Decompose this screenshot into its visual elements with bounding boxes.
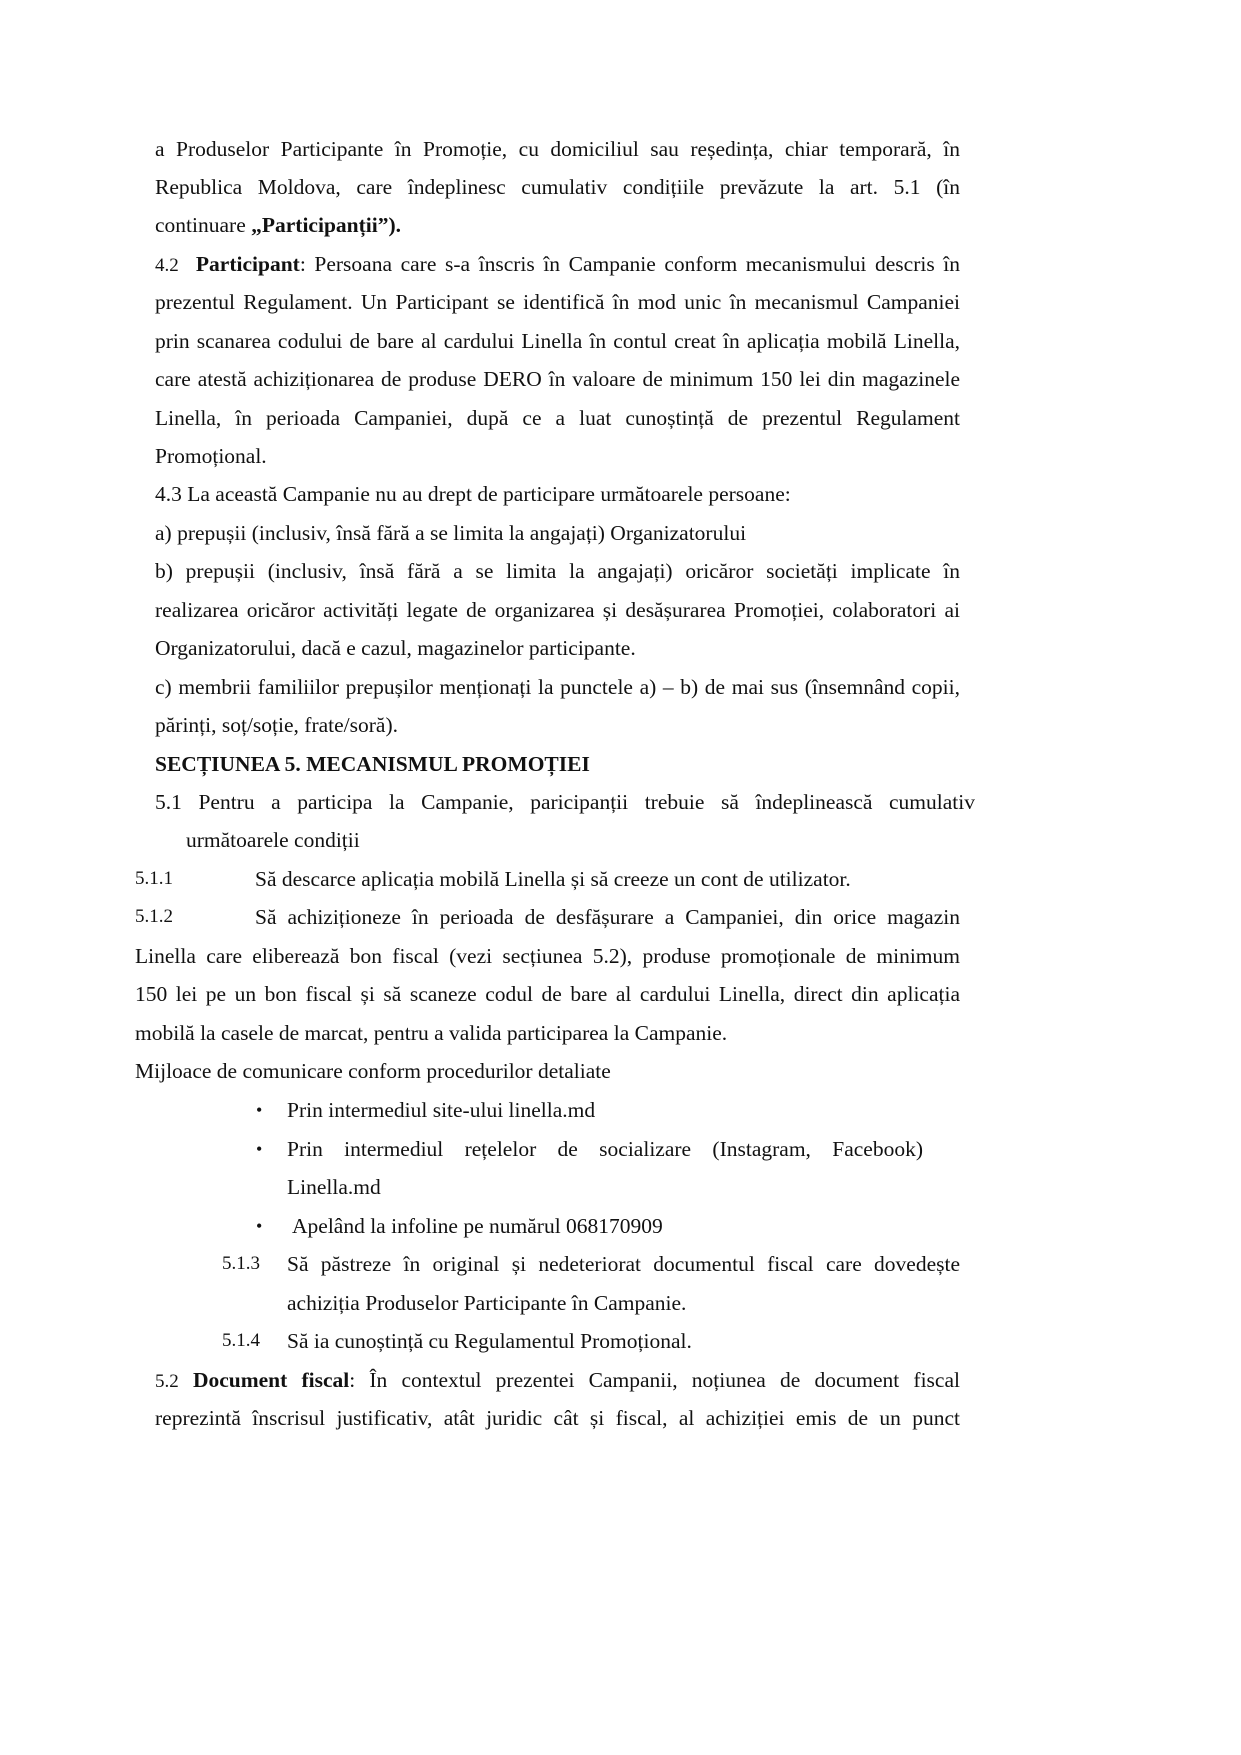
paragraph-line: Să descarce aplicația mobilă Linella și să creeze un cont de utilizator. bbox=[255, 867, 851, 891]
bullet-item: Prin intermediul site-ului linella.md bbox=[287, 1098, 596, 1122]
paragraph-line: a Produselor Participante în Promoție, cu domiciliul sau reședința, chiar temporară, în bbox=[155, 137, 960, 161]
article-4-3-line: 4.3 La această Campanie nu au drept de participare următoarele persoane: bbox=[155, 482, 791, 506]
article-5-2-line bbox=[155, 1367, 960, 1395]
article-number: 5.1.2 bbox=[135, 906, 173, 927]
article-number: 5.1.4 bbox=[222, 1330, 260, 1351]
article-number: 5.1.3 bbox=[222, 1253, 260, 1274]
paragraph-line: mobilă la casele de marcat, pentru a valida participarea la Campanie. bbox=[135, 1021, 728, 1045]
text: : Persoana care s-a înscris în Campanie conform mecanismului descris în bbox=[299, 252, 960, 276]
article-number: 5.2 bbox=[155, 1371, 179, 1392]
paragraph-line: prezentul Regulament. Un Participant se identifică în mod unic în mecanismul Campaniei bbox=[155, 290, 960, 314]
paragraph-line: Organizatorului, dacă e cazul, magazinelor participante. bbox=[155, 636, 636, 660]
defined-term: „Participanții”). bbox=[251, 213, 402, 237]
paragraph-line: Să ia cunoștință cu Regulamentul Promoțional. bbox=[287, 1329, 692, 1353]
paragraph-line: părinți, soț/soție, frate/soră). bbox=[155, 713, 398, 737]
bullet-item: Apelând la infoline pe numărul 068170909 bbox=[292, 1214, 663, 1238]
paragraph-line: Promoțional. bbox=[155, 444, 267, 468]
paragraph-line: Republica Moldova, care îndeplinesc cumulativ condițiile prevăzute la art. 5.1 (în bbox=[155, 175, 960, 199]
list-item-a: a) prepușii (inclusiv, însă fără a se limita la angajați) Organizatorului bbox=[155, 521, 747, 545]
paragraph-line: Să păstreze în original și nedeteriorat documentul fiscal care dovedește bbox=[287, 1252, 960, 1276]
article-number: 5.1.1 bbox=[135, 868, 173, 889]
list-item-c: c) membrii familiilor prepușilor menționați la punctele a) – b) de mai sus (însemnând copii, bbox=[155, 675, 960, 699]
paragraph-line: reprezintă înscrisul justificativ, atât juridic cât și fiscal, al achiziției emis de un punct bbox=[155, 1406, 960, 1430]
paragraph-line: 150 lei pe un bon fiscal și să scaneze codul de bare al cardului Linella, direct din aplicația bbox=[135, 982, 960, 1006]
paragraph-line: Linella, în perioada Campaniei, după ce a luat cunoștință de prezentul Regulament bbox=[155, 406, 960, 430]
paragraph-line: care atestă achiziționarea de produse DERO în valoare de minimum 150 lei din magazinele bbox=[155, 367, 960, 391]
bullet-icon: • bbox=[256, 1100, 263, 1120]
article-5-1-line: 5.1 Pentru a participa la Campanie, paricipanții trebuie să îndeplinească cumulativ bbox=[155, 790, 975, 814]
paragraph-line bbox=[155, 212, 401, 238]
paragraph-line: Linella care eliberează bon fiscal (vezi secțiunea 5.2), produse promoționale de minimum bbox=[135, 944, 960, 968]
section-heading: SECȚIUNEA 5. MECANISMUL PROMOȚIEI bbox=[155, 752, 590, 776]
defined-term: Participant bbox=[195, 252, 300, 276]
paragraph-line: achiziția Produselor Participante în Campanie. bbox=[287, 1291, 687, 1315]
defined-term: Document fiscal bbox=[192, 1368, 350, 1392]
text: continuare bbox=[155, 213, 252, 237]
list-item-b: b) prepușii (inclusiv, însă fără a se limita la angajați) oricăror societăți implicate în bbox=[155, 559, 960, 583]
text: : În contextul prezentei Campanii, noțiunea de document fiscal bbox=[349, 1368, 960, 1392]
paragraph-line: prin scanarea codului de bare al cardului Linella în contul creat în aplicația mobilă Linella, bbox=[155, 329, 960, 353]
bullet-icon: • bbox=[256, 1139, 263, 1159]
paragraph-line: realizarea oricăror activități legate de organizarea și desășurarea Promoției, colaboratori ai bbox=[155, 598, 960, 622]
paragraph-line: Să achiziționeze în perioada de desfășurare a Campaniei, din orice magazin bbox=[255, 905, 960, 929]
bullet-icon: • bbox=[256, 1216, 263, 1236]
paragraph-line: Mijloace de comunicare conform procedurilor detaliate bbox=[135, 1059, 611, 1083]
article-number: 4.2 bbox=[155, 255, 179, 276]
paragraph-line: următoarele condiții bbox=[186, 828, 360, 852]
bullet-item-continuation: Linella.md bbox=[287, 1175, 381, 1199]
article-4-2-line bbox=[155, 251, 960, 279]
bullet-item: Prin intermediul rețelelor de socializare (Instagram, Facebook) bbox=[287, 1137, 923, 1161]
